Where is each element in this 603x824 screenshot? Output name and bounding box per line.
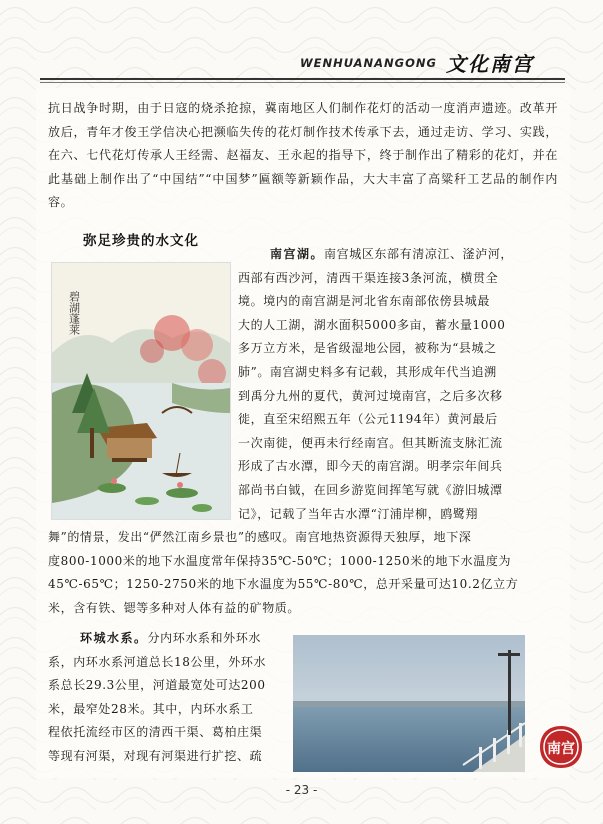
page-number: - 23 - [285, 783, 318, 797]
moat-line: 环城水系。分内环水系和外环水 [80, 631, 261, 645]
lake-full-line: 度800-1000米的地下水温度常年保持35℃-50℃；1000-1250米的地下水温度为 [48, 553, 512, 568]
brand-chinese: 文化南宫 [446, 52, 534, 76]
red-seal-logo [538, 724, 584, 770]
lake-line: 大的人工湖，湖水面积5000多亩，蓄水量1000 [238, 317, 506, 332]
lake-line: 肺”。南宫湖史料多有记载，其形成年代当追溯 [238, 365, 497, 379]
moat-line: 系总长29.3公里，河道最宽处可达200 [48, 678, 266, 693]
lake-line: 南宫湖。南宫城区东部有清凉江、滏泸河， [270, 247, 514, 261]
lake-line: 境。境内的南宫湖是河北省东南部依傍县城最 [238, 294, 491, 309]
section-title: 弥足珍贵的水文化 [83, 233, 199, 249]
brand-english: WENHUANANGONG [300, 56, 437, 70]
moat-line: 程依托流经市区的清西干渠、葛柏庄渠 [48, 725, 263, 740]
lake-line: 记》，记载了当年古水潭“汀浦岸柳，鸥鹭翔 [238, 506, 479, 521]
lake-line: 到禹分九州的夏代，黄河过境南宫，之后多次移 [238, 388, 503, 403]
lake-line: 形成了古水潭，即今天的南宫湖。明孝宗年间兵 [238, 459, 503, 474]
painting-inscription: 碧湖蓬莱 [67, 291, 81, 335]
moat-line: 等现有河渠，对现有河渠进行扩挖、疏 [48, 749, 263, 763]
intro-paragraph: 抗日战争时期，由于日寇的烧杀抢掠，冀南地区人们制作花灯的活动一度消声遗迹。改革开放后，青年才俊王学信决心把濒临失传的花灯制作技术传承下去，通过走访、学习、实践，在六、七代花灯传承人王经需、赵福友、王永起的指导下，终于制作出了精彩的花灯，并在此基础上制作出了“中国结”“中国梦”匾额等新颖作品，大大丰富了高粱秆工艺品的制作内容。 [48, 101, 558, 209]
moat-line: 系，内环水系河道总长18公里，外环水 [48, 654, 267, 669]
lake-full-line: 45℃-65℃；1250-2750米的地下水温度为55℃-80℃，总开采量可达10.2亿立方 [48, 577, 519, 592]
lake-full-line: 舞”的情景，发出“俨然江南乡景也”的感叹。南宫地热资源得天独厚，地下深 [48, 530, 472, 544]
lake-full-line: 米，含有铁、锶等多种对人体有益的矿物质。 [48, 600, 301, 615]
moat-lead: 环城水系。 [80, 631, 148, 645]
header-rule-thin [40, 82, 565, 83]
lake-line: 多万立方米，是省级湿地公园，被称为“县城之 [238, 341, 497, 356]
landscape-painting [51, 262, 231, 520]
lake-photograph [293, 635, 525, 772]
page-header [0, 44, 603, 80]
lake-line: 部尚书白钺，在回乡游览间挥笔写就《游旧城潭 [238, 483, 503, 497]
moat-line: 米，最窄处28米。其中，内环水系工 [48, 701, 254, 716]
lake-line: 一次南徙，便再未行经南宫。但其断流支脉汇流 [238, 435, 503, 450]
lake-lead: 南宫湖。 [270, 247, 325, 261]
lake-line: 徙，直至宋绍熙五年（公元1194年）黄河最后 [238, 412, 498, 427]
header-rule [40, 78, 565, 80]
lake-line: 西部有西沙河，清西干渠连接3条河流，横贯全 [238, 270, 499, 285]
seal-text: 南宫 [547, 741, 575, 757]
